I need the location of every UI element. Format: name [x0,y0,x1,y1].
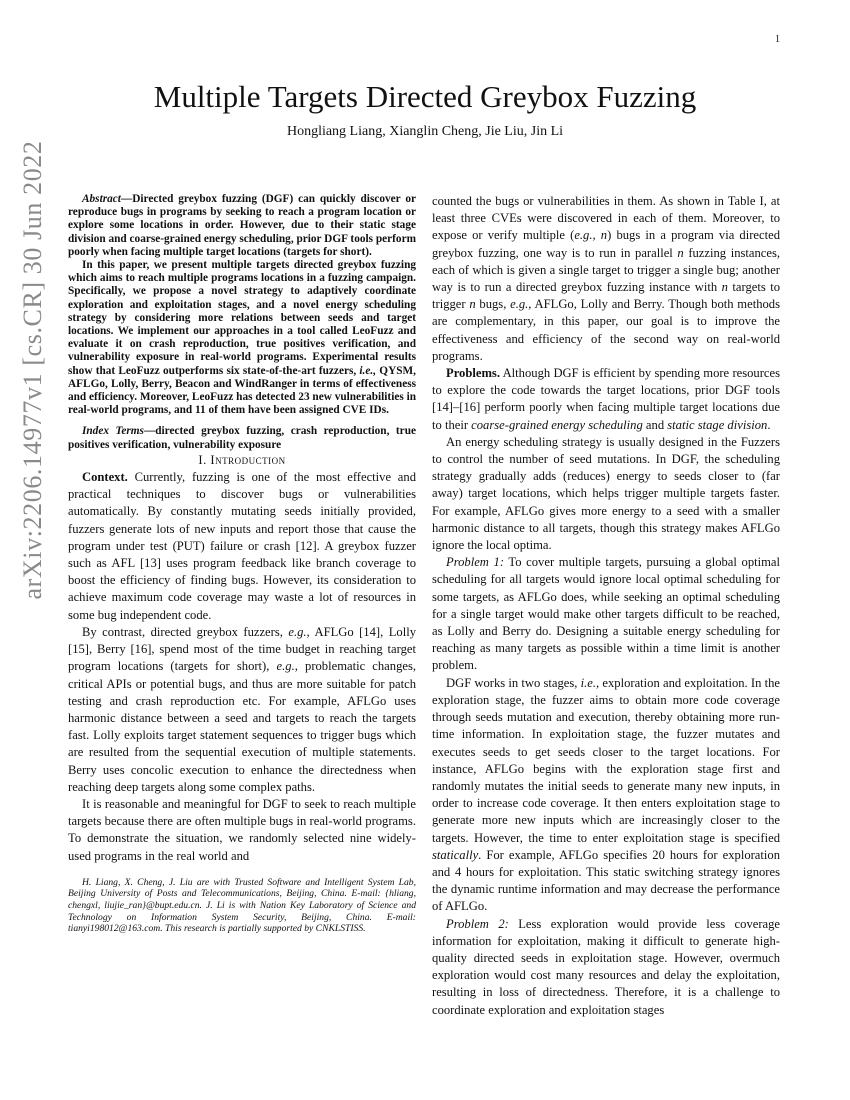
arxiv-stamp: arXiv:2206.14977v1 [cs.CR] 30 Jun 2022 [18,140,47,600]
abstract-text-2b: QYSM, AFLGo, Lolly, Berry, Beacon and WindRanger in terms of effectiveness and efficiency. Moreover, LeoFuzz has detected 23 new vulnerabilities in real-world programs, and 11 of them have been assigned CVE IDs. [68,364,417,417]
problems-paragraph [432,365,780,434]
cont-text-f: AFLGo, Lolly and Berry. Though both methods are complementary, in this paper, our goal is to improve the effectiveness and efficiency of the second way on real-world programs. [432,297,780,363]
problems-italic-2: static stage division [667,417,768,432]
problems-text-c: . [767,417,771,432]
abstract-ie: i.e., [359,364,377,377]
dgf-text-c: . For example, AFLGo specifies 20 hours for exploration and 4 hours for exploitation. This static switching strategy ignores the dynamic runtime information and may decrease the performance of AFLGo. [432,847,780,914]
problems-text-b: and [642,417,668,432]
author-footnote: H. Liang, X. Cheng, J. Liu are with Trusted Software and Intelligent System Lab, Beijing University of Posts and Telecommunications, Beijing, China. E-mail: {hliang, chengxl, liujie_ran}@bupt.edu.cn. J. Li is with Nation Key Laboratory of Science and Technology on Information System Security, Beijing, China. E-mail: tianyi198012@163.com. This research is partially supported by CNKLSTISS. [68,876,416,935]
cont-text-e: bugs, [475,297,511,312]
contrast-eg-1: e.g., [288,624,310,639]
dgf-text-a: DGF works in two stages, [446,675,581,690]
cont-text-d: targets to trigger [432,280,781,312]
abstract-text-1: —Directed greybox fuzzing (DGF) can quickly discover or reproduce bugs in programs by seeking to reach a program location or explore some locations in order. However, due to their static stage division and coarse-grained energy scheduling, prior DGF tools perform poorly when facing multiple target locations (targets for short). [68,193,416,258]
problem-2-paragraph [432,916,780,1019]
page-number: 1 [775,34,780,45]
dgf-text-b: exploration and exploitation. In the exploration stage, the fuzzer aims to obtain more code coverage through seeds mutation and execution, thereby obtaining more run-time information. In exploitation stage, the fuzzer mutates and executes seeds to get seeds closer to the target locations. For instance, AFLGo begins with the exploration stage first and randomly mutates the initial seeds to generate many new inputs, in order to increase code coverage. It then enters exploitation stage to generate more new inputs which are increasingly closer to the targets. However, the time to enter exploitation stage is specified [432,675,780,845]
abstract [68,193,416,417]
contrast-text-a: By contrast, directed greybox fuzzers, [82,624,289,639]
index-terms-text: —directed greybox fuzzing, crash reproduction, true positives verification, vulnerability exposure [68,425,416,451]
energy-paragraph: An energy scheduling strategy is usually designed in the Fuzzers to control the number of seed mutations. In DGF, the scheduling strategy gradually adds (reduces) energy to seeds closer to (far away) target locations, which helps trigger multiple targets faster. For example, AFLGo gives more energy to a seed with a smaller harmonic distance to all targets, though this strategy makes AFLGo ignore the local optima. [432,434,780,553]
intro-context-paragraph [68,469,416,624]
abstract-text-2a: In this paper, we present multiple targets directed greybox fuzzing which aims to reach multiple programs locations in a fuzzing campaign. Specifically, we propose a novel strategy to adaptively coordinate exploration and exploitation stages, and a novel energy scheduling strategy by considering more relations between seeds and target locations. We implement our approaches in a tool called LeoFuzz and evaluate it on crash reproduction, true positives verification, and vulnerability exposure in real-world programs. Experimental results show that LeoFuzz outperforms six state-of-the-art fuzzers, [68,259,416,377]
dgf-ie: i.e., [580,675,600,690]
cont-text-b: ) bugs in a program via directed greybox fuzzing, one way is to run in parallel [432,228,780,260]
problem-1-text: To cover multiple targets, pursuing a global optimal scheduling for all targets would ignore local optimal scheduling for some targets, as AFLGo does, while seeking an optimal scheduling for a single target would make other targets difficult to be reached, as Lolly and Berry do. Designing a suitable energy scheduling for reaching as many targets as possible within a time limit is another problem. [432,555,781,673]
intro-reasonable-paragraph: It is reasonable and meaningful for DGF to seek to reach multiple targets because there are often multiple bugs in real-world programs. To demonstrate the situation, we randomly selected nine widely-used programs in the real world and [68,796,416,863]
section-heading: I. Introduction [198,452,286,467]
cont-n-2: n [677,245,684,260]
cont-n-3: n [721,280,728,295]
cont-eg-2: e.g., [510,297,532,312]
cont-text-a: counted the bugs or vulnerabilities in them. As shown in Table I, at least three CVEs were discovered in each of them. Moreover, to expose or verify multiple ( [432,194,780,243]
contrast-eg-2: e.g., [276,659,298,674]
paper-title: Multiple Targets Directed Greybox Fuzzing [153,79,697,114]
abstract-paragraph-1 [68,193,416,259]
context-label: Context. [82,470,128,485]
continued-paragraph [432,193,780,365]
problem-1-paragraph [432,554,780,674]
cont-eg-1: e.g., [574,228,596,243]
author-list: Hongliang Liang, Xianglin Cheng, Jie Liu, Jin Li [286,124,564,139]
abstract-label: Abstract [82,193,121,205]
cont-n-1: n [595,228,608,243]
abstract-paragraph-2 [68,259,416,417]
index-terms [68,425,416,451]
problem-2-text: Less exploration would provide less coverage information for exploitation, making it difficult to generate high-quality directed seeds in exploitation stage. However, overmuch exploration would cost many resources and delay the exploitation, resulting in loss of directedness. Therefore, it is a challenge to coordinate exploration and exploitation stages [432,916,780,1017]
dgf-italic: statically [432,847,479,862]
dgf-stages-paragraph [432,675,780,916]
problems-italic-1: coarse-grained energy scheduling [471,417,643,432]
contrast-text-b: AFLGo [14], Lolly [15], Berry [16], spend most of the time budget in reaching target program locations (targets for short), [68,624,416,674]
problems-label: Problems. [446,366,500,381]
problem-2-label: Problem 2: [446,916,509,931]
intro-contrast-paragraph [68,624,416,796]
contrast-text-c: problematic changes, critical APIs or potential bugs, and thus are more suitable for patch testing and crash reproduction etc. For example, AFLGo uses harmonic distance between a seed and targets to reach the targets fast. Lolly exploits target statement sequences to trigger bugs which are resulted from the sequential execution of multiple statements. Berry uses concolic execution to enhance the directedness when reaching deep targets along some complex paths. [68,659,417,794]
context-text: Currently, fuzzing is one of the most effective and practical techniques to discover bugs or vulnerabilities automatically. By constantly mutating seeds initially provided, fuzzers generate lots of new inputs and report those that cause the program under test (PUT) failure or crash [12]. A greybox fuzzer such as AFL [13] uses program feedback like branch coverage to boost the efficiency of finding bugs. However, its consideration to achieve maximum code coverage may waste a lot of resources in some bug independent code. [68,470,416,622]
left-column [68,193,416,935]
cont-text-c: fuzzing instances, each of which is given a single target to trigger a single bug; another way is to run a directed greybox fuzzing instance with [432,245,781,295]
cont-n-4: n [469,297,476,312]
problem-1-label: Problem 1: [446,555,505,570]
index-terms-label: Index Terms [82,425,144,438]
problems-text-a: Although DGF is efficient by spending more resources to explore the code towards the target locations, prior DGF tools [14]–[16] perform poorly when facing multiple target locations due to their [432,366,780,432]
right-column [432,193,780,1019]
